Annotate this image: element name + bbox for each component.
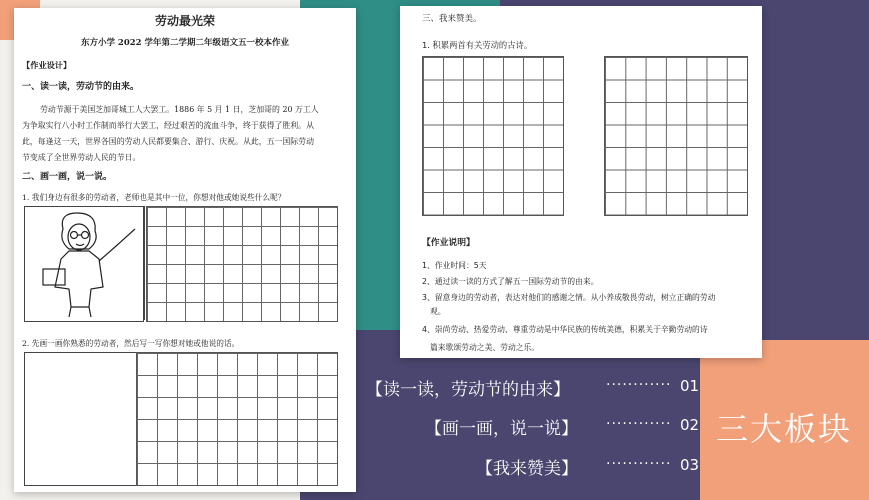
legend-label-2: 【画一画，说一说】	[425, 419, 578, 439]
separator-bar	[143, 206, 145, 320]
legend-dots-1: ············	[606, 377, 672, 393]
paragraph-line: 为争取实行八小时工作制而举行大罢工，经过艰苦的流血斗争，终于获得了胜利。从	[22, 121, 314, 130]
paragraph-line: 此，每逢这一天，世界各国的劳动人民都要集合、游行、庆祝。从此，五一国际劳动	[22, 137, 314, 146]
note-line: 4、崇尚劳动、热爱劳动、尊重劳动是中华民族的传统美德，积累关于辛勤劳动的诗	[422, 325, 708, 334]
poem-grid-right	[604, 56, 748, 216]
legend-dots-2: ············	[606, 416, 672, 432]
writing-grid-q1	[146, 206, 338, 322]
section-1-heading: 一、读一读，劳动节的由来。	[22, 82, 140, 92]
legend-label-1: 【读一读，劳动节的由来】	[366, 380, 570, 400]
section-2-heading: 二、画一画，说一说。	[22, 172, 113, 182]
legend-num-1: 01	[680, 377, 700, 395]
note-line: 观。	[430, 307, 446, 316]
notes-heading: 【作业说明】	[422, 238, 475, 248]
section-label: 【作业设计】	[22, 60, 72, 70]
question-1: 1. 我们身边有很多的劳动者，老师也是其中一位，你想对他或她说些什么呢？	[22, 193, 286, 202]
drawing-box-q2	[24, 352, 138, 486]
document-page-1	[14, 8, 356, 492]
note-line: 1、作业时间：5天	[422, 261, 487, 270]
teacher-illustration	[24, 206, 144, 322]
note-line: 2、通过读一读的方式了解五一国际劳动节的由来。	[422, 277, 599, 286]
writing-grid-q2	[136, 352, 338, 486]
legend-dots-3: ············	[606, 456, 672, 472]
big-title: 三大板块	[716, 410, 853, 448]
paragraph-line: 节变成了全世界劳动人民的节日。	[22, 153, 141, 162]
page-subtitle: 东方小学 2022 学年第二学期二年级语文五一校本作业	[80, 38, 290, 48]
section-3-heading: 三、我来赞美。	[422, 14, 482, 24]
question-poems: 1. 积累两首有关劳动的古诗。	[422, 40, 533, 50]
document-page-2	[400, 6, 762, 358]
legend-num-3: 03	[680, 456, 700, 474]
note-line: 3、留意身边的劳动者，表达对他们的感谢之情。从小养成敬畏劳动，树立正确的劳动	[422, 293, 716, 302]
legend-num-2: 02	[680, 416, 700, 434]
paragraph-line: 劳动节源于美国芝加哥城工人大罢工。1886 年 5 月 1 日，芝加哥的 20 万工人	[40, 105, 319, 114]
note-line: 篇来歌颂劳动之美、劳动之乐。	[430, 343, 540, 352]
legend-label-3: 【我来赞美】	[476, 459, 578, 479]
question-2: 2. 先画一画你熟悉的劳动者，然后写一写你想对她或他说的话。	[22, 339, 240, 348]
page-title: 劳动最光荣	[154, 14, 215, 28]
poem-grid-left	[422, 56, 564, 216]
teacher-drawing	[25, 207, 143, 321]
